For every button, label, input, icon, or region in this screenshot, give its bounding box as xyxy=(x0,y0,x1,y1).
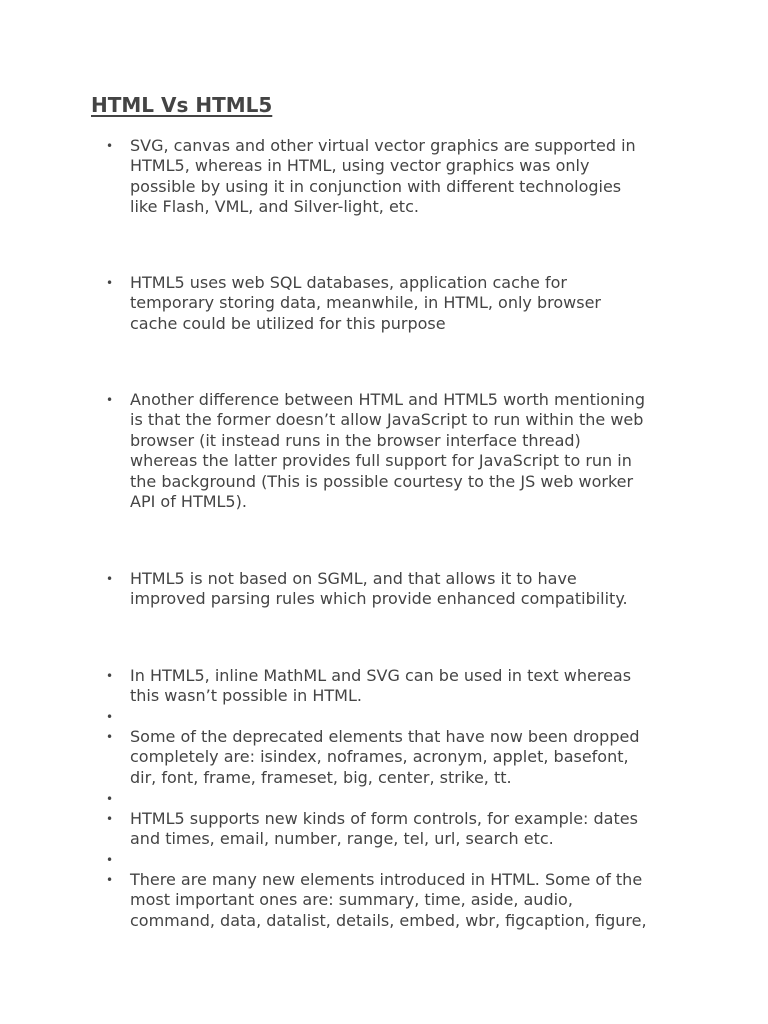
empty-list-item xyxy=(106,707,690,727)
list-item xyxy=(106,569,690,610)
text-line: and times, email, number, range, tel, url, search etc. xyxy=(130,829,554,849)
bullet-marker: • xyxy=(106,276,114,290)
text-line: HTML5, whereas in HTML, using vector graphics was only xyxy=(130,156,590,176)
list-item xyxy=(106,136,690,218)
text-line: There are many new elements introduced in HTML. Some of the xyxy=(130,870,643,889)
text-line: API of HTML5). xyxy=(130,492,247,512)
text-line: most important ones are: summary, time, aside, audio, xyxy=(130,890,573,910)
empty-list-item xyxy=(106,850,690,870)
page-title: HTML Vs HTML5 xyxy=(91,93,273,117)
bullet-marker: • xyxy=(106,873,114,887)
text-line: dir, font, frame, frameset, big, center, strike, tt. xyxy=(130,767,512,787)
text-line: HTML5 uses web SQL databases, application cache for xyxy=(130,273,567,292)
bullet-marker: • xyxy=(106,812,114,826)
bullet-marker: • xyxy=(106,139,114,153)
text-line: cache could be utilized for this purpose xyxy=(130,313,446,333)
text-line: improved parsing rules which provide enhanced compatibility. xyxy=(130,589,628,609)
bullet-marker: • xyxy=(106,393,114,407)
text-line: In HTML5, inline MathML and SVG can be used in text whereas xyxy=(130,666,632,685)
bullet-marker: • xyxy=(106,853,114,867)
bullet-marker: • xyxy=(106,572,114,586)
text-line: temporary storing data, meanwhile, in HTML, only browser xyxy=(130,293,601,313)
list-item xyxy=(106,870,690,931)
text-line: SVG, canvas and other virtual vector graphics are supported in xyxy=(130,136,636,155)
text-line: HTML5 supports new kinds of form controls, for example: dates xyxy=(130,809,638,828)
text-line: Another difference between HTML and HTML5 worth mentioning xyxy=(130,390,645,409)
list-item xyxy=(106,727,690,788)
list-item xyxy=(106,273,690,334)
bullet-marker: • xyxy=(106,730,114,744)
text-line: is that the former doesn’t allow JavaScript to run within the web xyxy=(130,410,644,430)
bullet-marker: • xyxy=(106,669,114,683)
text-line: completely are: isindex, noframes, acronym, applet, basefont, xyxy=(130,747,629,767)
text-line: HTML5 is not based on SGML, and that allows it to have xyxy=(130,569,577,588)
text-line: the background (This is possible courtesy to the JS web worker xyxy=(130,471,634,491)
text-line: whereas the latter provides full support for JavaScript to run in xyxy=(130,451,632,471)
text-line: like Flash, VML, and Silver-light, etc. xyxy=(130,197,419,217)
text-line: possible by using it in conjunction with different technologies xyxy=(130,176,622,196)
bullet-marker: • xyxy=(106,792,114,806)
text-line: command, data, datalist, details, embed, wbr, figcaption, figure, xyxy=(130,910,647,930)
list-item xyxy=(106,390,690,512)
text-line: this wasn’t possible in HTML. xyxy=(130,686,362,706)
list-item xyxy=(106,666,690,707)
list-item xyxy=(106,809,690,850)
bullet-marker: • xyxy=(106,710,114,724)
text-line: Some of the deprecated elements that have now been dropped xyxy=(130,727,640,746)
text-line: browser (it instead runs in the browser interface thread) xyxy=(130,430,581,450)
empty-list-item xyxy=(106,789,690,809)
